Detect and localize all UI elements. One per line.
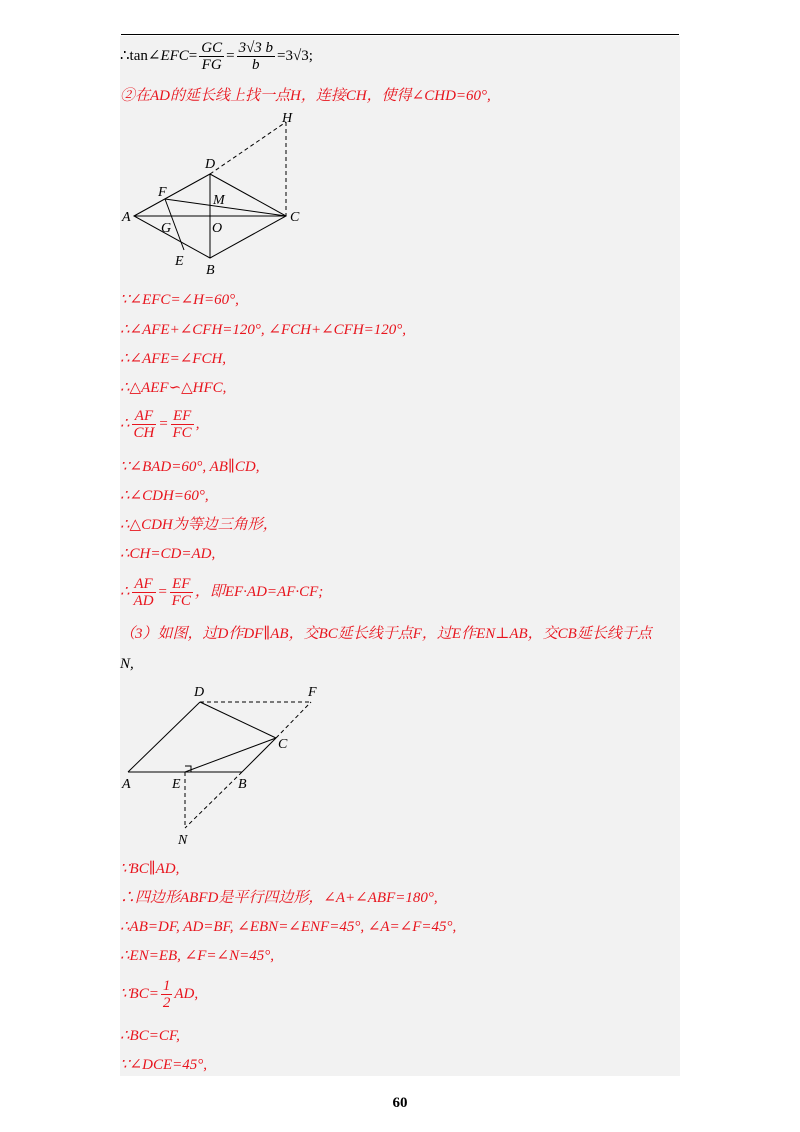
fraction-numerator: GC — [201, 40, 223, 56]
therefore-symbol: ∴ — [120, 415, 130, 432]
label-b: B — [238, 777, 247, 792]
label-o: O — [212, 221, 223, 236]
solution-line: ∵BC∥AD, — [120, 861, 180, 877]
parallelogram-figure-2 — [120, 682, 330, 848]
solution-line: ∴∠CDH=60°, — [120, 488, 209, 504]
label-m: M — [213, 193, 225, 208]
label-d: D — [194, 685, 205, 700]
fraction-numerator: EF — [170, 576, 193, 593]
solution-line: ∴△AEF∽△HFC, — [120, 380, 227, 396]
solution-line: ∴AB=DF, AD=BF, ∠EBN=∠ENF=45°, ∠A=∠F=45°, — [120, 919, 457, 935]
solution-line: ∴四边形ABFD是平行四边形，∠A+∠ABF=180°, — [120, 890, 438, 906]
solution-line: ∵∠DCE=45°, — [120, 1057, 207, 1073]
label-c: C — [290, 210, 300, 225]
label-f: F — [308, 685, 317, 700]
solution-line — [120, 408, 199, 441]
segment-fc — [165, 199, 286, 216]
label-c: C — [278, 737, 288, 752]
segment-ad — [128, 702, 200, 772]
segment-dc — [200, 702, 276, 738]
label-n: N — [178, 833, 188, 848]
equals-sign: = — [188, 47, 198, 64]
top-rule — [121, 34, 679, 35]
fraction-numerator: 3√3 b — [238, 40, 274, 56]
label-g: G — [161, 221, 172, 236]
therefore-symbol: ∴ — [120, 583, 130, 600]
fraction-tail: AD, — [174, 985, 199, 1002]
because-text: ∵BC= — [120, 985, 159, 1002]
fraction-denominator: FG — [201, 57, 222, 73]
solution-line: ∴EN=EB, ∠F=∠N=45°, — [120, 948, 274, 964]
fraction-denominator: 2 — [162, 995, 171, 1011]
solution-panel — [120, 36, 680, 1076]
solution-line — [120, 40, 313, 73]
fraction — [170, 576, 193, 609]
segment-bc — [242, 738, 276, 772]
equals-sign: = — [226, 47, 235, 64]
label-a: A — [122, 210, 131, 225]
comma: , — [195, 415, 200, 432]
solution-line: （3）如图，过D作DF∥AB，交BC延长线于点F，过E作EN⊥AB，交CB延长线于点 — [120, 626, 652, 642]
fraction-denominator: CH — [133, 425, 155, 441]
solution-line: N, — [120, 656, 134, 672]
solution-line: ∴△CDH为等边三角形， — [120, 517, 278, 533]
solution-line: ∴BC=CF, — [120, 1028, 180, 1044]
fraction-denominator: AD — [133, 593, 154, 609]
fraction-denominator: b — [252, 57, 260, 73]
tan-prefix: ∴tan∠ — [120, 47, 161, 64]
fraction-numerator: EF — [171, 408, 194, 425]
equals-sign: = — [158, 415, 169, 432]
solution-line: ∴CH=CD=AD, — [120, 546, 216, 562]
dashed-cf — [276, 702, 311, 738]
label-f: F — [158, 185, 167, 200]
page-number: 60 — [392, 1095, 408, 1111]
dashed-bn — [185, 772, 242, 828]
conclusion-text: ，即EF·AD=AF·CF; — [194, 583, 324, 600]
segment-ec — [185, 738, 276, 772]
solution-line: ∴∠AFE+∠CFH=120°, ∠FCH+∠CFH=120°, — [120, 322, 407, 338]
fraction — [161, 978, 173, 1011]
solution-line — [120, 978, 198, 1011]
fraction — [171, 408, 194, 441]
label-e: E — [172, 777, 181, 792]
fraction-numerator: 1 — [162, 978, 171, 994]
result-text: =3√3; — [277, 47, 313, 64]
angle-name: EFC — [160, 47, 189, 64]
solution-line: ∵∠EFC=∠H=60°, — [120, 292, 239, 308]
fraction-denominator: FC — [172, 425, 192, 441]
rhombus-figure-1 — [120, 112, 320, 280]
solution-line: ∴∠AFE=∠FCH, — [120, 351, 227, 367]
solution-line — [120, 576, 323, 609]
solution-line: ∵∠BAD=60°, AB∥CD, — [120, 459, 260, 475]
label-a: A — [122, 777, 131, 792]
solution-line: ②在AD的延长线上找一点H，连接CH，使得∠CHD=60°, — [120, 88, 491, 104]
fraction — [132, 576, 156, 609]
fraction-numerator: AF — [132, 408, 157, 425]
fraction — [237, 40, 275, 73]
equals-sign: = — [157, 583, 168, 600]
label-e: E — [175, 254, 184, 269]
fraction-numerator: AF — [132, 576, 156, 593]
label-b: B — [206, 263, 215, 278]
label-h: H — [282, 112, 293, 126]
label-d: D — [205, 157, 216, 172]
fraction — [199, 40, 224, 73]
fraction-denominator: FC — [171, 593, 191, 609]
dashed-dh — [210, 122, 286, 174]
fraction — [132, 408, 157, 441]
